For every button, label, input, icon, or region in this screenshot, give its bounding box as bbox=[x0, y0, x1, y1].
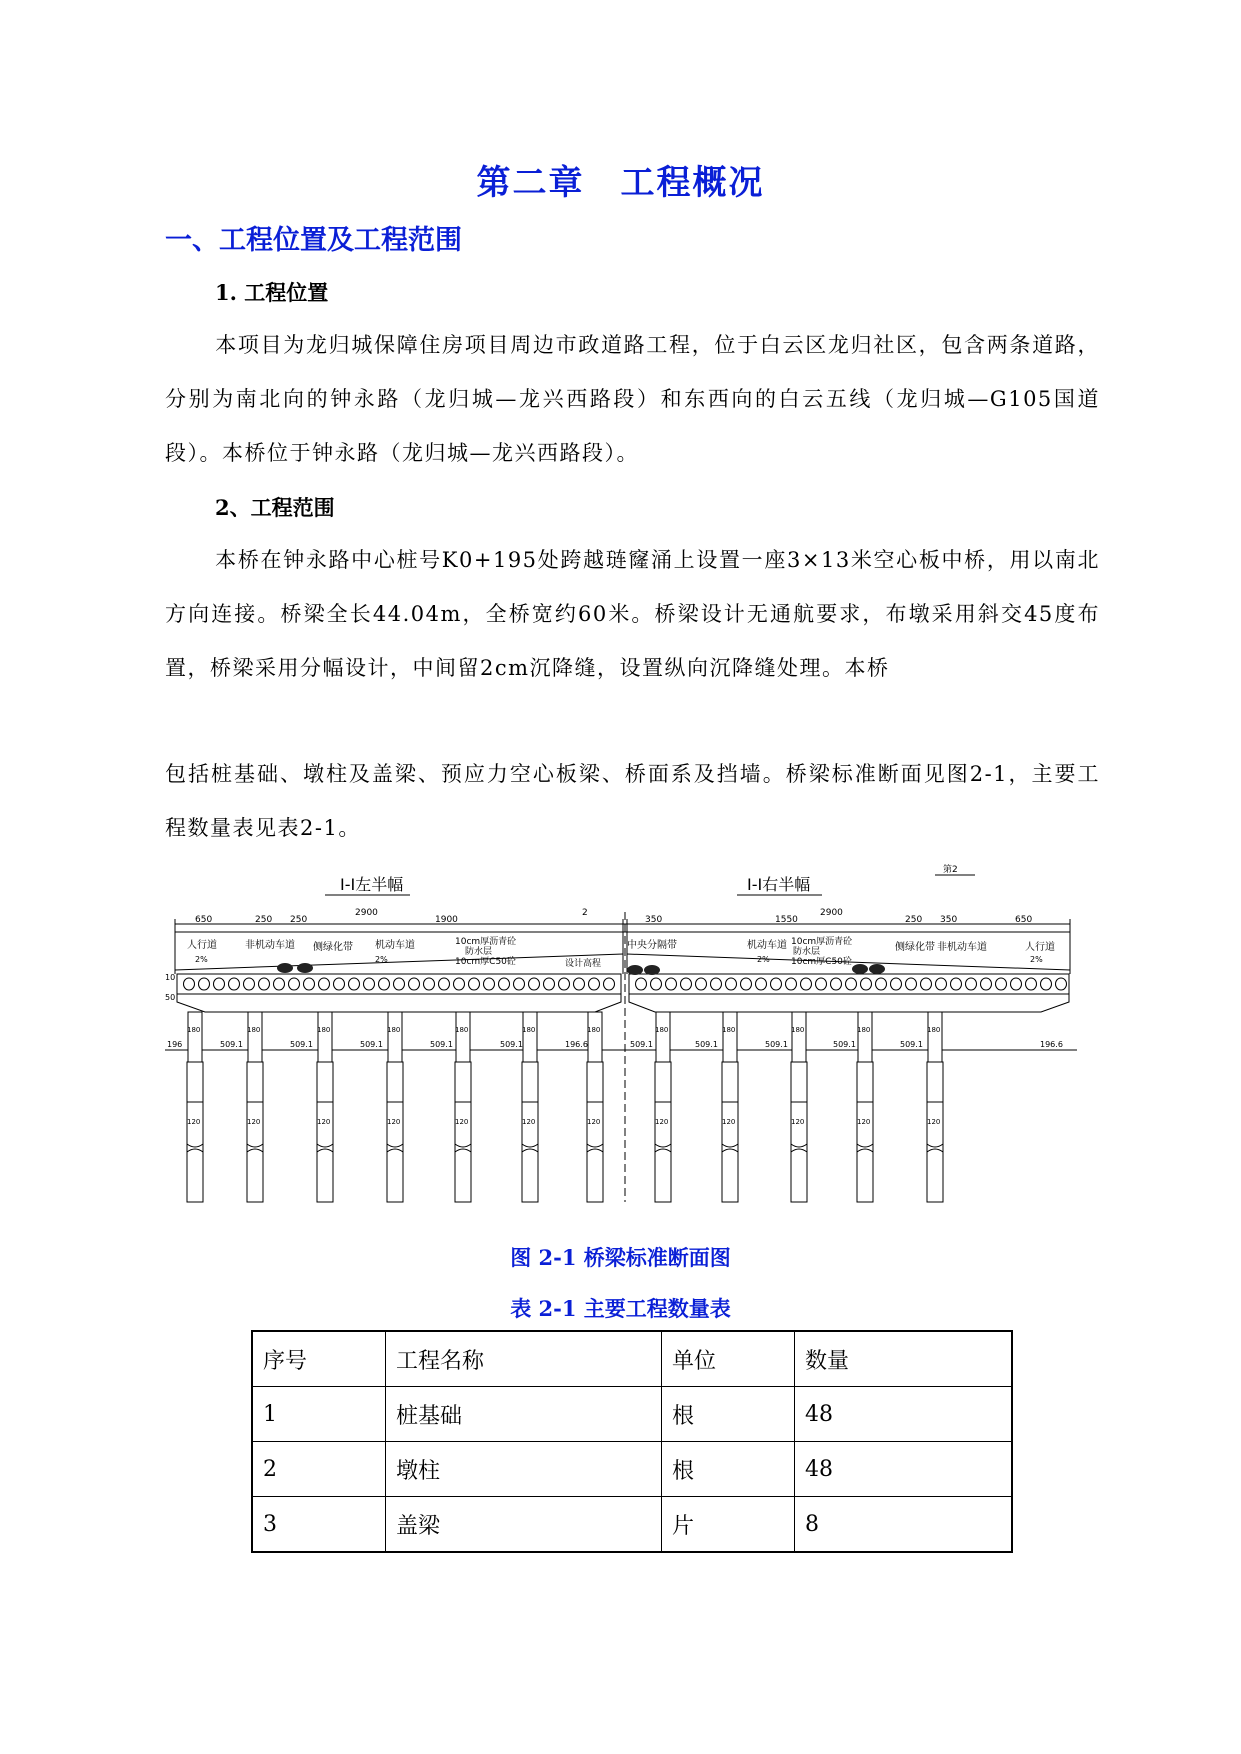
slope-left-b: 2% bbox=[375, 955, 388, 964]
pier-dim-label: 180 bbox=[857, 1026, 871, 1034]
slope-right-a: 2% bbox=[757, 955, 770, 964]
table-row bbox=[252, 1387, 1012, 1442]
cell-quantity: 8 bbox=[795, 1497, 1013, 1553]
chapter-name: 工程概况 bbox=[620, 163, 765, 203]
slope-right-b: 2% bbox=[1030, 955, 1043, 964]
label-left-greenbelt: 侧绿化带 bbox=[313, 942, 353, 953]
span-dim-left: 509.1 bbox=[220, 1040, 243, 1049]
pier-dim-label: 180 bbox=[722, 1026, 736, 1034]
cell-name: 盖梁 bbox=[386, 1497, 662, 1553]
pier-dim-label: 180 bbox=[387, 1026, 401, 1034]
subsection-heading-location: 1. 工程位置 bbox=[215, 280, 329, 305]
dim-top-left-250a: 250 bbox=[255, 915, 273, 925]
cell-quantity: 48 bbox=[795, 1387, 1013, 1442]
label-layer-concrete-right: 10cm厚C50砼 bbox=[791, 957, 852, 967]
cell-index: 2 bbox=[252, 1442, 386, 1497]
span-dim-right: 509.1 bbox=[695, 1040, 718, 1049]
table-row bbox=[252, 1442, 1012, 1497]
pile-dim-label: 120 bbox=[927, 1118, 941, 1126]
figure-caption: 图 2-1 桥梁标准断面图 bbox=[510, 1245, 731, 1270]
paragraph-scope-b: 包括桩基础、墩柱及盖梁、预应力空心板梁、桥面系及挡墙。桥梁标准断面见图2-1，主要工程数量表见表2-1。 bbox=[165, 762, 1100, 840]
label-design-line: 设计高程 bbox=[565, 959, 602, 969]
header-index: 序号 bbox=[252, 1331, 386, 1387]
pile-dim-label: 120 bbox=[587, 1118, 601, 1126]
label-layer-waterproof-left: 防水层 bbox=[465, 947, 493, 957]
subsection-heading-scope: 2、工程范围 bbox=[215, 495, 335, 520]
cell-quantity: 48 bbox=[795, 1442, 1013, 1497]
pile-dim-label: 120 bbox=[722, 1118, 736, 1126]
cell-unit: 根 bbox=[662, 1387, 795, 1442]
label-right-motorway: 机动车道 bbox=[747, 940, 787, 951]
quantity-table bbox=[251, 1330, 1013, 1553]
label-left-sidewalk: 人行道 bbox=[187, 940, 217, 951]
paragraph-location-text: 本项目为龙归城保障住房项目周边市政道路工程，位于白云区龙归社区，包含两条道路，分别为南北向的钟永路（龙归城—龙兴西路段）和东西向的白云五线（龙归城—G105国道段）。本桥位于钟永路（龙归城—龙兴西路段）。 bbox=[165, 333, 1100, 465]
span-dim-right: 509.1 bbox=[900, 1040, 923, 1049]
label-left-nonmotor: 非机动车道 bbox=[245, 940, 295, 951]
section-heading: 一、工程位置及工程范围 bbox=[165, 225, 462, 256]
span-dim-left: 509.1 bbox=[360, 1040, 383, 1049]
pier-dim-label: 180 bbox=[927, 1026, 941, 1034]
paragraph-location bbox=[165, 318, 1100, 480]
label-right-greenbelt: 侧绿化带 bbox=[895, 942, 935, 953]
label-median: 中央分隔带 bbox=[627, 940, 677, 951]
span-dim-left: 509.1 bbox=[430, 1040, 453, 1049]
header-name: 工程名称 bbox=[386, 1331, 662, 1387]
cell-index: 1 bbox=[252, 1387, 386, 1442]
cell-unit: 根 bbox=[662, 1442, 795, 1497]
dim-top-right-650: 650 bbox=[1015, 915, 1033, 925]
paragraph-scope-a-text: 本桥在钟永路中心桩号K0+195处跨越琏窿涌上设置一座3×13米空心板中桥，用以南北方向连接。桥梁全长44.04m，全桥宽约60米。桥梁设计无通航要求，布墩采用斜交45度布置，桥梁采用分幅设计，中间留2cm沉降缝，设置纵向沉降缝处理。本桥 bbox=[165, 548, 1100, 680]
span-dim-right: 509.1 bbox=[833, 1040, 856, 1049]
table-header-row bbox=[252, 1331, 1012, 1387]
pile-dim-label: 120 bbox=[655, 1118, 669, 1126]
pile-dim-label: 120 bbox=[857, 1118, 871, 1126]
label-layer-asphalt-right: 10cm厚沥青砼 bbox=[791, 937, 853, 947]
dim-top-right-250: 250 bbox=[905, 915, 923, 925]
table-caption: 表 2-1 主要工程数量表 bbox=[510, 1296, 731, 1321]
chapter-number: 第二章 bbox=[476, 163, 585, 203]
label-right-nonmotor: 非机动车道 bbox=[937, 942, 987, 953]
chapter-title bbox=[0, 155, 1241, 204]
pier-dim-label: 180 bbox=[587, 1026, 601, 1034]
pile-dim-label: 120 bbox=[187, 1118, 201, 1126]
bridge-section-figure bbox=[165, 862, 1085, 1214]
dim-total-right: 2900 bbox=[820, 908, 843, 918]
side-dim-10: 10 bbox=[165, 973, 176, 982]
label-left-motorway: 机动车道 bbox=[375, 940, 415, 951]
pile-dim-label: 120 bbox=[387, 1118, 401, 1126]
drawing-stamp: 第2 bbox=[943, 865, 958, 875]
dim-total-left: 2900 bbox=[355, 908, 378, 918]
pier-dim-label: 180 bbox=[455, 1026, 469, 1034]
paragraph-scope-a bbox=[165, 533, 1100, 695]
dim-top-left-650: 650 bbox=[195, 915, 213, 925]
dim-top-left-250b: 250 bbox=[290, 915, 308, 925]
pile-dim-label: 120 bbox=[247, 1118, 261, 1126]
pier-dim-label: 180 bbox=[247, 1026, 261, 1034]
table-row bbox=[252, 1497, 1012, 1553]
pier-dim-label: 180 bbox=[655, 1026, 669, 1034]
dim-top-right-1550: 1550 bbox=[775, 915, 798, 925]
span-dim-left: 196 bbox=[167, 1040, 183, 1049]
pier-dim-label: 180 bbox=[522, 1026, 536, 1034]
slope-left-a: 2% bbox=[195, 955, 208, 964]
pile-dim-label: 120 bbox=[791, 1118, 805, 1126]
span-dim-right: 509.1 bbox=[765, 1040, 788, 1049]
span-dim-left: 196.6 bbox=[565, 1040, 588, 1049]
left-half-title: I-I左半幅 bbox=[340, 875, 404, 894]
pier-dim-label: 180 bbox=[187, 1026, 201, 1034]
pier-dim-label: 180 bbox=[791, 1026, 805, 1034]
cell-unit: 片 bbox=[662, 1497, 795, 1553]
pile-dim-label: 120 bbox=[522, 1118, 536, 1126]
dim-top-right-350: 350 bbox=[645, 915, 663, 925]
dim-top-right-350b: 350 bbox=[940, 915, 958, 925]
span-dim-right: 509.1 bbox=[630, 1040, 653, 1049]
dim-joint: 2 bbox=[582, 908, 588, 918]
pier-dim-label: 180 bbox=[317, 1026, 331, 1034]
cell-index: 3 bbox=[252, 1497, 386, 1553]
header-quantity: 数量 bbox=[795, 1331, 1013, 1387]
right-half-title: I-I右半幅 bbox=[747, 875, 811, 894]
cell-name: 桩基础 bbox=[386, 1387, 662, 1442]
label-right-sidewalk: 人行道 bbox=[1025, 942, 1055, 953]
header-unit: 单位 bbox=[662, 1331, 795, 1387]
span-dim-left: 509.1 bbox=[500, 1040, 523, 1049]
label-layer-asphalt-left: 10cm厚沥青砼 bbox=[455, 937, 517, 947]
span-dim-left: 509.1 bbox=[290, 1040, 313, 1049]
label-layer-waterproof-right: 防水层 bbox=[793, 947, 821, 957]
dim-top-left-1900: 1900 bbox=[435, 915, 458, 925]
side-dim-50: 50 bbox=[165, 993, 176, 1002]
pile-dim-label: 120 bbox=[455, 1118, 469, 1126]
pile-dim-label: 120 bbox=[317, 1118, 331, 1126]
cell-name: 墩柱 bbox=[386, 1442, 662, 1497]
label-layer-concrete-left: 10cm厚C50砼 bbox=[455, 957, 516, 967]
span-dim-right: 196.6 bbox=[1040, 1040, 1063, 1049]
